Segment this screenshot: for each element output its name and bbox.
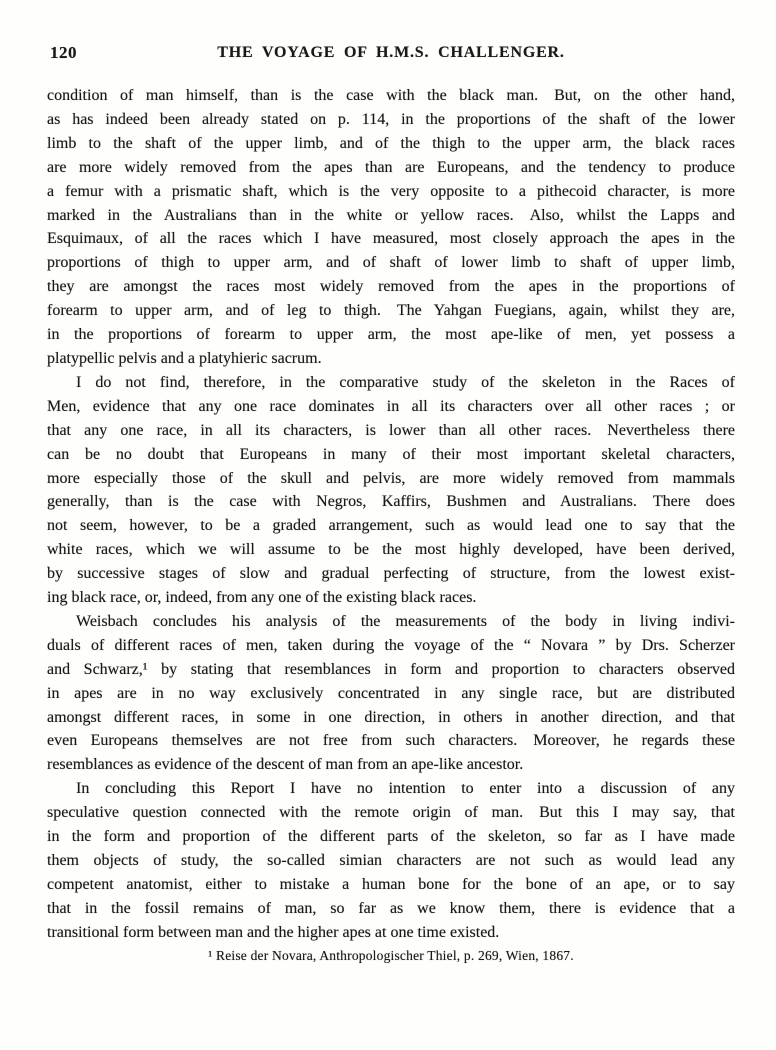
- text-line: forearm to upper arm, and of leg to thigh. The Yahgan Fuegians, again, whilst they are,: [47, 302, 735, 320]
- text-line: and Schwarz,¹ by stating that resemblances in form and proportion to characters observed: [47, 660, 735, 678]
- text-line: platypellic pelvis and a platyhieric sacrum.: [47, 349, 322, 367]
- text-line: proportions of thigh to upper arm, and of shaft of lower limb to shaft of upper limb,: [47, 254, 735, 272]
- text-line: generally, than is the case with Negros, Kaffirs, Bushmen and Australians. There does: [47, 493, 735, 511]
- text-line: that in the fossil remains of man, so far as we know them, there is evidence that a: [47, 899, 735, 917]
- page-header: [47, 42, 735, 66]
- text-line: amongst different races, in some in one direction, in others in another direction, and that: [47, 708, 735, 726]
- text-line: duals of different races of men, taken during the voyage of the “ Novara ” by Drs. Scherzer: [47, 636, 735, 654]
- text-line: they are amongst the races most widely removed from the apes in the proportions of: [47, 278, 735, 296]
- text-line: ing black race, or, indeed, from any one of the existing black races.: [47, 589, 477, 607]
- text-line: even Europeans themselves are not free from such characters. Moreover, he regards these: [47, 732, 735, 750]
- text-line: can be no doubt that Europeans in many of their most important skeletal characters,: [47, 445, 735, 463]
- text-line: Men, evidence that any one race dominates in all its characters over all other races ; or: [47, 397, 735, 415]
- text-line: limb to the shaft of the upper limb, and of the thigh to the upper arm, the black races: [47, 134, 735, 152]
- text-line: in the form and proportion of the different parts of the skeleton, so far as I have made: [47, 828, 735, 846]
- page-number: 120: [50, 43, 77, 62]
- text-line: resemblances as evidence of the descent of man from an ape-like ancestor.: [47, 756, 524, 774]
- body-text: [47, 84, 735, 964]
- text-line: that any one race, in all its characters, is lower than all other races. Nevertheless there: [47, 421, 735, 439]
- text-line: condition of man himself, than is the case with the black man. But, on the other hand,: [47, 87, 735, 104]
- text-line: them objects of study, the so-called simian characters are not such as would lead any: [47, 852, 735, 869]
- text-line: I do not find, therefore, in the comparative study of the skeleton in the Races of: [76, 373, 735, 391]
- text-line: competent anatomist, either to mistake a human bone for the bone of an ape, or to say: [47, 875, 735, 893]
- text-line: Weisbach concludes his analysis of the measurements of the body in living indivi-: [76, 612, 735, 630]
- text-line: are more widely removed from the apes than are Europeans, and the tendency to produce: [47, 158, 735, 176]
- text-line: speculative question connected with the remote origin of man. But this I may say, that: [47, 804, 735, 822]
- text-line: by successive stages of slow and gradual perfecting of structure, from the lowest exist-: [47, 565, 735, 583]
- text-line: more especially those of the skull and pelvis, are more widely removed from mammals: [47, 469, 735, 487]
- text-line: In concluding this Report I have no intention to enter into a discussion of any: [76, 780, 735, 798]
- text-line: Esquimaux, of all the races which I have measured, most closely approach the apes in the: [47, 230, 735, 248]
- text-line: white races, which we will assume to be the most highly developed, have been derived,: [47, 541, 735, 559]
- footnote: ¹ Reise der Novara, Anthropologischer Thiel, p. 269, Wien, 1867.: [208, 947, 574, 963]
- text-line: in apes are in no way exclusively concentrated in any single race, but are distributed: [47, 684, 735, 702]
- text-line: in the proportions of forearm to upper arm, the most ape-like of men, yet possess a: [47, 326, 735, 344]
- text-line: marked in the Australians than in the white or yellow races. Also, whilst the Lapps and: [47, 206, 735, 224]
- text-line: a femur with a prismatic shaft, which is the very opposite to a pithecoid character, is more: [47, 182, 735, 200]
- text-line: transitional form between man and the higher apes at one time existed.: [47, 923, 500, 941]
- text-line: not seem, however, to be a graded arrangement, such as would lead one to say that the: [47, 517, 735, 535]
- running-title: THE VOYAGE OF H.M.S. CHALLENGER.: [217, 44, 565, 61]
- text-line: as has indeed been already stated on p. 114, in the proportions of the shaft of the lower: [47, 110, 735, 128]
